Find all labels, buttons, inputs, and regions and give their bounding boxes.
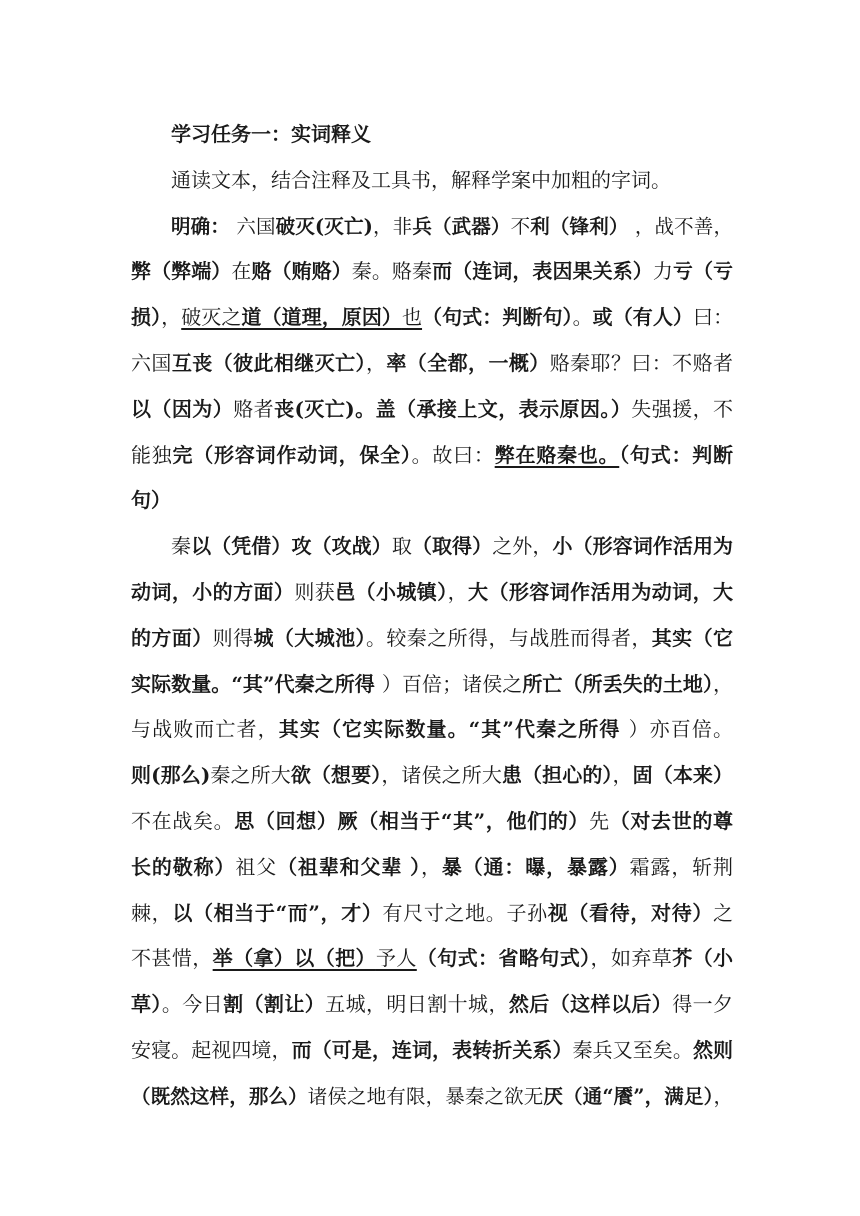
text-run: 不	[510, 214, 531, 238]
bold-annotation: 暴（通：曝，暴露）	[441, 854, 630, 879]
text-run: 秦之所大	[210, 763, 291, 788]
bold-annotation: 草）	[131, 992, 162, 1017]
text-line	[131, 753, 733, 799]
text-run: 六国	[131, 350, 172, 375]
text-run: ，	[447, 579, 469, 604]
text-line	[131, 570, 733, 616]
bold-annotation: 以（因为）	[131, 396, 234, 421]
text-run: 能独	[131, 442, 173, 467]
text-run: 诸侯之地有限，暴秦之欲无	[307, 1084, 544, 1108]
bold-annotation: 亏（亏	[672, 259, 734, 284]
text-run: 先	[589, 808, 610, 833]
text-run: ，非	[372, 214, 413, 238]
bold-annotation: （句式：省略句式）	[416, 946, 591, 971]
text-line	[131, 387, 733, 433]
bold-annotation: 所亡（所丢失的土地）	[522, 671, 714, 696]
text-run: ，	[365, 350, 387, 375]
text-line	[131, 341, 733, 387]
text-run: 。故曰：	[411, 442, 495, 467]
text-run: 五城，明日割十城，	[325, 992, 509, 1017]
text-run: 失强援，不	[631, 396, 734, 421]
text-run: 取	[391, 534, 412, 559]
bold-annotation: 破灭(灭亡)	[275, 214, 373, 238]
text-run: 在	[231, 259, 252, 284]
text-run: 秦	[171, 534, 192, 559]
text-line	[131, 249, 733, 295]
bold-annotation: 率（全都，一概）	[386, 350, 550, 375]
bold-annotation: 以（相当于“而”，才）	[172, 900, 383, 925]
text-line	[131, 982, 733, 1028]
bold-annotation: 举（拿）以（把）	[212, 946, 376, 971]
bold-annotation: （句式：判断	[619, 442, 734, 467]
text-run: 曰：	[693, 305, 734, 330]
text-run: 与战败而亡者，	[131, 717, 279, 742]
text-run: ，	[420, 854, 442, 879]
bold-annotation: 明确：	[171, 214, 230, 238]
bold-annotation: 固（本来）	[632, 763, 734, 788]
bold-annotation: 以（凭借）攻（攻战）	[191, 534, 392, 559]
text-run: 力	[652, 259, 673, 284]
text-run: ，	[161, 305, 182, 330]
text-run: 得一夕	[672, 992, 734, 1017]
text-line	[131, 707, 733, 753]
bold-annotation: 思（回想）厥（相当于“其”，他们的）	[234, 808, 590, 833]
bold-annotation: 邑（小城镇）	[335, 579, 448, 604]
bold-annotation: 其实（它实际数量。“其”代秦之所得	[278, 717, 629, 742]
bold-annotation: 其实（它	[651, 625, 734, 650]
bold-annotation: 芥（小	[672, 946, 734, 971]
text-run: 秦兵又至矣。	[572, 1037, 693, 1062]
bold-annotation: 小（形容词作活用为	[552, 534, 734, 559]
bold-annotation: 弊（弊端）	[131, 259, 232, 284]
bold-annotation: 而（可是，连词，表转折关系）	[291, 1037, 573, 1062]
text-run: 棘，	[131, 900, 173, 925]
text-run: 之外，	[492, 534, 553, 559]
text-run: 。今日	[161, 992, 224, 1017]
bold-annotation: 的方面）	[131, 625, 213, 650]
text-line	[131, 478, 733, 524]
bold-annotation: （对去世的尊	[609, 808, 734, 833]
bold-annotation: 大（形容词作活用为动词，大	[468, 579, 734, 604]
bold-annotation: 城（大城池）	[253, 625, 366, 650]
text-run: 赂秦耶？曰：不赂者	[549, 350, 734, 375]
document-body	[131, 112, 733, 1120]
bold-annotation: 而（连词，表因果关系）	[432, 259, 653, 284]
bold-annotation: 实际数量。“其”代秦之所得	[131, 671, 382, 696]
text-run: 予人	[375, 946, 417, 971]
text-line	[131, 1028, 733, 1074]
text-line	[131, 799, 733, 845]
text-run: ，诸侯之所大	[381, 763, 502, 788]
text-line	[131, 845, 733, 891]
bold-annotation: 然则	[692, 1037, 734, 1062]
bold-annotation: 然后（这样以后）	[508, 992, 673, 1017]
bold-annotation: （取得）	[411, 534, 493, 559]
bold-annotation: 赂（贿赂）	[251, 259, 352, 284]
text-run: 则获	[294, 579, 336, 604]
text-run: 不在战矣。	[131, 808, 235, 833]
text-line	[131, 936, 733, 982]
text-run: ）百倍；诸侯之	[381, 671, 523, 696]
text-line	[131, 112, 733, 158]
text-run: 祖父	[235, 854, 278, 879]
text-run: 通读文本，结合注释及工具书，解释学案中加粗的字词。	[171, 167, 671, 192]
bold-annotation: 利（锋利）	[530, 214, 629, 238]
text-line	[131, 891, 733, 937]
bold-annotation: 患（担心的）	[501, 763, 613, 788]
bold-annotation: 丧(灭亡)。盖（承接上文，表示原因。）	[274, 396, 632, 421]
bold-annotation: 或（有人）	[592, 305, 694, 330]
bold-annotation: 互丧（彼此相继灭亡）	[171, 350, 366, 375]
text-run: ，	[713, 1084, 733, 1108]
bold-annotation: 道（道理，原因）	[241, 305, 402, 330]
text-line	[131, 662, 733, 708]
text-run: 之	[713, 900, 734, 925]
bold-annotation: （既然这样，那么）	[131, 1084, 308, 1108]
text-run: ，战不善，	[628, 214, 733, 238]
bold-annotation: （句式：判断句）	[422, 305, 573, 330]
text-run: ）亦百倍。	[628, 717, 733, 742]
text-line	[131, 616, 733, 662]
bold-annotation: 视（看待，对待）	[547, 900, 714, 925]
bold-annotation: 弊在赂秦也。	[494, 442, 620, 467]
text-run: ，	[713, 671, 734, 696]
bold-annotation: 则(那么)	[131, 763, 211, 788]
text-run: 安寝。起视四境，	[131, 1037, 292, 1062]
bold-annotation: （祖辈和父辈 ）	[277, 854, 421, 879]
bold-annotation: 损）	[131, 305, 162, 330]
text-run: 不甚惜，	[131, 946, 213, 971]
text-run: 霜露，斩荆	[629, 854, 734, 879]
text-run: 。较秦之所得，与战胜而得者，	[365, 625, 652, 650]
text-run: 有尺寸之地。子孙	[382, 900, 548, 925]
bold-annotation: 欲（想要）	[290, 763, 382, 788]
text-run: 秦。赂秦	[351, 259, 433, 284]
bold-annotation: 厌（通“餍”，满足）	[543, 1084, 714, 1108]
bold-annotation: 长的敬称）	[131, 854, 236, 879]
bold-annotation: 学习任务一：实词释义	[171, 122, 371, 146]
text-run: ，	[612, 763, 633, 788]
text-line	[131, 204, 733, 250]
text-line	[131, 158, 733, 204]
text-run: ，如弃草	[590, 946, 673, 971]
bold-annotation: 兵（武器）	[412, 214, 511, 238]
text-run: 赂者	[233, 396, 275, 421]
bold-annotation: 句）	[131, 488, 171, 513]
text-line	[131, 1074, 733, 1120]
text-line	[131, 295, 733, 341]
text-run: 也	[401, 305, 423, 330]
text-run: 破灭之	[181, 305, 242, 330]
bold-annotation: 完（形容词作动词，保全）	[172, 442, 412, 467]
text-line	[131, 524, 733, 570]
text-run: 。	[572, 305, 593, 330]
text-line	[131, 433, 733, 479]
text-run: 则得	[212, 625, 254, 650]
bold-annotation: 动词，小的方面）	[131, 579, 295, 604]
bold-annotation: 割（割让）	[223, 992, 326, 1017]
text-run: 六国	[229, 214, 276, 238]
